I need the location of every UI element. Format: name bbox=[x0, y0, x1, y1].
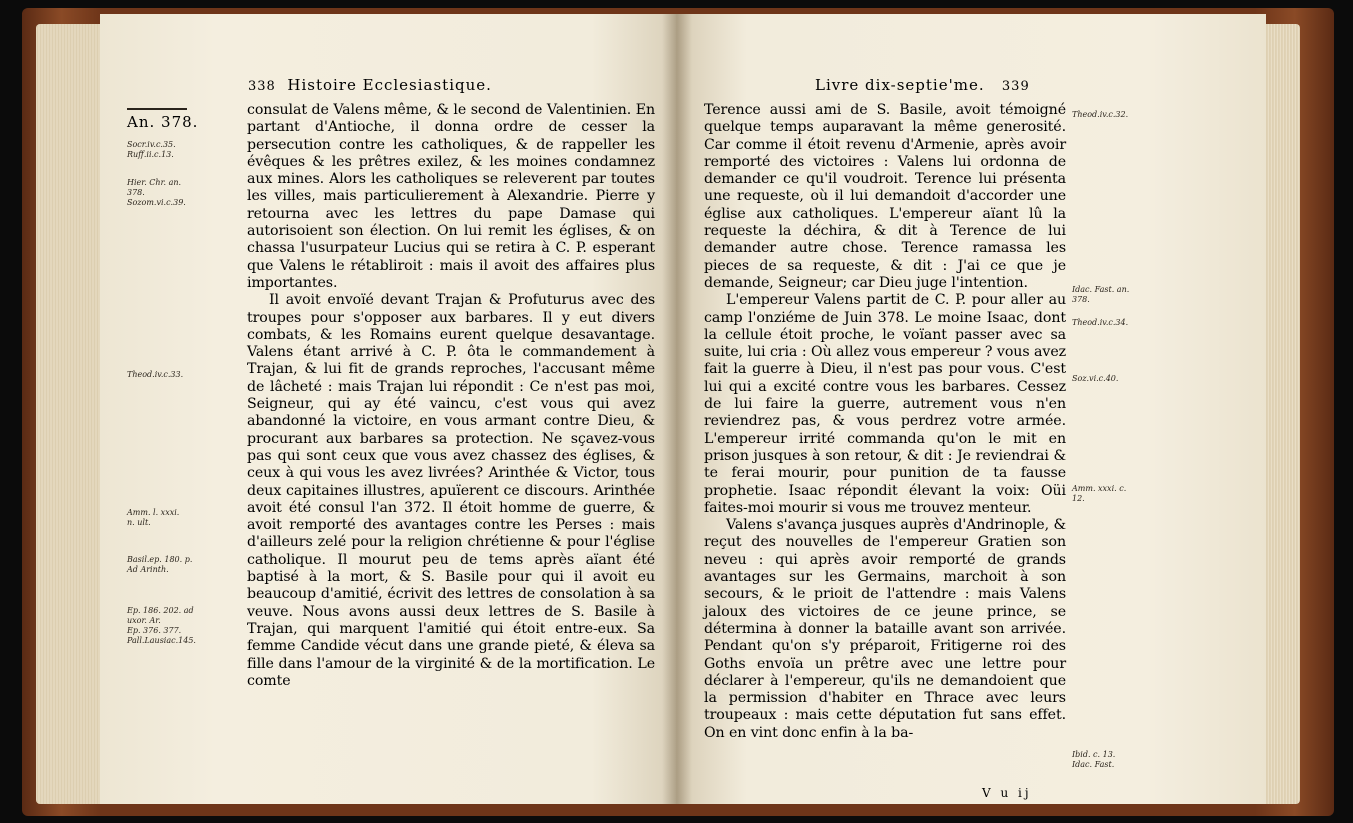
margin-note: Soz.vi.c.40. bbox=[1072, 374, 1119, 383]
paragraph: consulat de Valens même, & le second de Valentinien. En partant d'Antioche, il donna ordre de cesser la persecution contre les catholiques, & de rappeller les évêques & les prêtres exilez, & les moines condamnez aux mines. Alors les catholiques se releverent par toutes les villes, mais particulierement à Alexandrie. Pierre y retourna avec les lettres du pape Damase qui autorisoient son élection. On lui remit les églises, & on chassa l'usurpateur Lucius qui se retira à C. P. esperant que Valens le rétabliroit : mais il avoit des affaires plus importantes. bbox=[247, 102, 655, 291]
margin-note: Hier. Chr. an. 378. Sozom.vi.c.39. bbox=[127, 178, 186, 207]
margin-note: Socr.iv.c.35. Ruff.ii.c.13. bbox=[127, 140, 176, 159]
signature-mark: V u ij bbox=[982, 786, 1032, 800]
left-running-title: Histoire Ecclesiastique. bbox=[287, 76, 492, 94]
margin-note: Ibid. c. 13. Idac. Fast. bbox=[1072, 750, 1116, 769]
left-body-text bbox=[247, 102, 655, 690]
right-running-head bbox=[815, 76, 1030, 94]
paragraph: Terence aussi ami de S. Basile, avoit témoigné quelque temps auparavant la même generosité. Car comme il étoit revenu d'Armenie, après avoir remporté des victoires : Valens lui ordonna de demander ce qu'il voudroit. Terence lui présenta une requeste, où il lui demandoit d'accorder une église aux catholiques. L'empereur aïant lû la requeste la déchira, & dit à Terence de lui demander autre chose. Terence ramassa les pieces de sa requeste, & dit : J'ai ce que je demande, Seigneur; car Dieu juge l'intention. bbox=[704, 102, 1066, 291]
book-gutter bbox=[662, 14, 692, 804]
right-running-title: Livre dix-septie'me. bbox=[815, 76, 985, 94]
year-label: An. 378. bbox=[127, 113, 199, 131]
margin-note: Amm. l. xxxi. n. ult. bbox=[127, 508, 180, 527]
margin-note: Theod.iv.c.34. bbox=[1072, 318, 1129, 327]
left-running-head bbox=[248, 76, 492, 94]
margin-note: Idac. Fast. an. 378. bbox=[1072, 285, 1130, 304]
paragraph: Valens s'avança jusques auprès d'Andrinople, & reçut des nouvelles de l'empereur Gratien son neveu : qui après avoir remporté de grands avantages sur les Germains, marchoit à son secours, & le prioit de l'attendre : mais Valens jaloux des victoires de ce jeune prince, se détermina à donner la bataille avant son arrivée. Pendant qu'on s'y préparoit, Fritigerne roi des Goths envoïa un prêtre avec une lettre pour déclarer à l'empereur, qu'ils ne demandoient que la permission d'habiter en Thrace avec leurs troupeaux : mais cette députation fut sans effet. On en vint donc enfin à la ba- bbox=[704, 517, 1066, 741]
paragraph: Il avoit envoïé devant Trajan & Profuturus avec des troupes pour s'opposer aux barbares. Il y eut divers combats, & les Romains eurent quelque desavantage. Valens étant arrivé à C. P. ôta le commandement à Trajan, & lui fit de grands reproches, l'accusant même de lâcheté : mais Trajan lui répondit : Ce n'est pas moi, Seigneur, qui ay été vaincu, c'est vous qui avez abandonné la victoire, en vous armant contre Dieu, & procurant aux barbares sa protection. Ne sçavez-vous pas qui sont ceux que vous avez chassez des églises, & ceux à qui vous les avez livrées? Arinthée & Victor, tous deux capitaines illustres, apuïerent ce discours. Arinthée avoit été consul l'an 372. Il étoit homme de guerre, & avoit remporté des avantages contre les Perses : mais d'ailleurs zelé pour la religion chrétienne & pour l'église catholique. Il mourut peu de tems après aïant été baptisé à la mort, & S. Basile pour qui il avoit eu beaucoup d'amitié, écrivit des lettres de consolation à sa veuve. Nous avons aussi deux lettres de S. Basile à Trajan, qui marquent l'amitié qui étoit entre-eux. Sa femme Candide vécut dans une grande pieté, & éleva sa fille dans l'amour de la virginité & de la mortification. Le comte bbox=[247, 292, 655, 689]
margin-note: Amm. xxxi. c. 12. bbox=[1072, 484, 1127, 503]
year-rule bbox=[127, 108, 187, 110]
margin-note: Theod.iv.c.33. bbox=[127, 370, 184, 379]
right-body-text bbox=[704, 102, 1066, 742]
right-page-number: 339 bbox=[1001, 79, 1030, 94]
margin-note: Theod.iv.c.32. bbox=[1072, 110, 1129, 119]
left-page-number: 338 bbox=[248, 79, 276, 94]
margin-note: Ep. 186. 202. ad uxor. Ar. Ep. 376. 377. Pall.Lausiac.145. bbox=[127, 606, 196, 645]
margin-note: Basil.ep. 180. p. Ad Arinth. bbox=[127, 555, 193, 574]
paragraph: L'empereur Valens partit de C. P. pour aller au camp l'onziéme de Juin 378. Le moine Isaac, dont la cellule étoit proche, le voïant passer avec sa suite, lui cria : Où allez vous empereur ? vous avez fait la guerre à Dieu, il n'est pas pour vous. C'est lui qui a excité contre vous les barbares. Cessez de lui faire la guerre, autrement vous n'en reviendrez pas, & vous perdrez votre armée. L'empereur irrité commanda qu'on le mit en prison jusques à son retour, & dit : Je reviendrai & te ferai mourir, pour punition de ta fausse prophetie. Isaac répondit élevant la voix: Oüi faites-moi mourir si vous me trouvez menteur. bbox=[704, 292, 1066, 516]
